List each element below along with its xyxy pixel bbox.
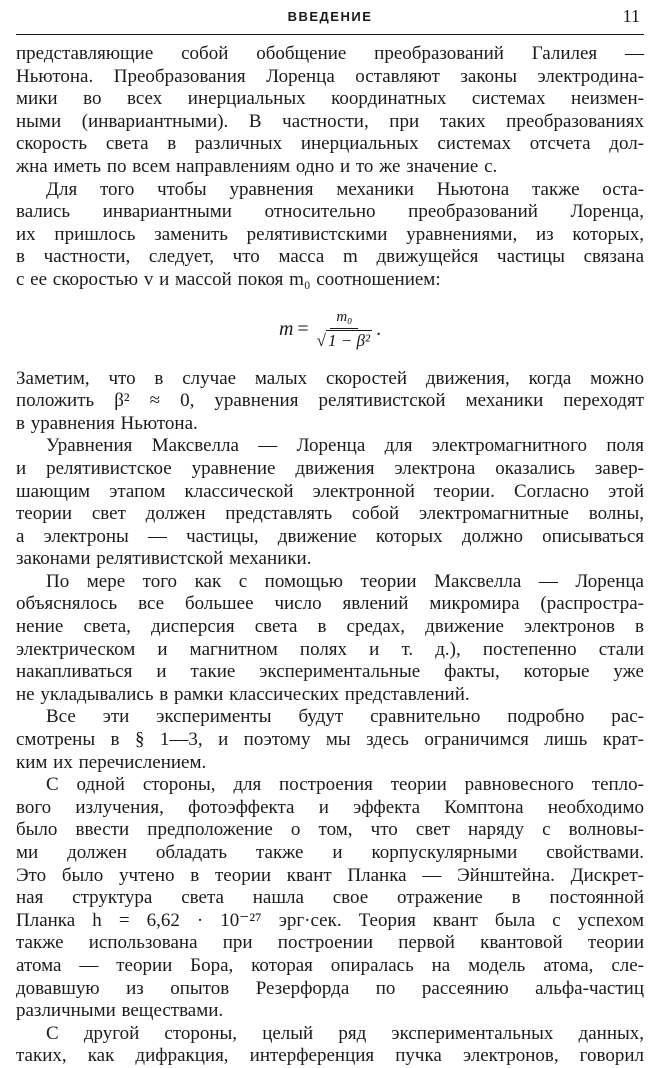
text-line: представляющие собой обобщение преобразований Галилея — <box>16 43 644 64</box>
text-line: мики во всех инерциальных координатных системах неизмен- <box>16 88 644 110</box>
text-line: Все эти эксперименты будут сравнительно подробно рас- <box>46 706 644 728</box>
page-header <box>16 0 644 35</box>
paragraph-7 <box>16 774 644 1023</box>
text-line: ными (инвариантными). В частности, при таких преобразованиях <box>16 110 644 132</box>
text-line: смотрены в § 1—3, и поэтому мы здесь ограничимся лишь крат- <box>16 729 644 751</box>
text-line: вались инвариантными относительно преобразований Лоренца, <box>16 201 644 223</box>
text-line: С одной стороны, для построения теории равновесного тепло- <box>46 774 644 796</box>
text-line: ми должен обладать также и корпускулярными свойствами. <box>16 842 644 863</box>
paragraph-4 <box>16 435 644 571</box>
text-line: а электроны — частицы, движение которых должно описываться <box>16 525 644 547</box>
sqrt-sign: √ <box>316 330 327 350</box>
text-line: теории свет должен представлять собой электромагнитные волны, <box>16 503 644 525</box>
text-line-last: ким их перечислением. <box>16 751 207 773</box>
formula-equals: = <box>297 318 309 341</box>
paragraph-5 <box>16 571 644 707</box>
text-line: Ньютона. Преобразования Лоренца оставляют законы электродина- <box>16 65 644 87</box>
text-line: их пришлось заменить релятивистскими уравнениями, из которых, <box>16 223 644 245</box>
text-line: довавшую из опытов Резерфорда по рассеянию альфа-частиц <box>16 977 644 999</box>
text-line: С другой стороны, целый ряд экспериментальных данных, <box>46 1022 644 1044</box>
text-line: накапливаться и такие экспериментальные факты, которые уже <box>16 661 644 683</box>
text-line-last: не укладывались в рамки классических представлений. <box>16 683 470 705</box>
text-line: скорость света в различных инерциальных системах отсчета дол- <box>16 133 644 155</box>
text-line-last: с ее скоростью v и массой покоя m₀ соотношением: <box>16 268 441 290</box>
formula-lhs: m <box>278 318 294 341</box>
page-number: 11 <box>622 6 640 26</box>
text-line: таких, как дифракция, интерференция пучка электронов, говорил <box>16 1045 644 1067</box>
running-head: ВВЕДЕНИЕ <box>287 9 373 24</box>
formula-denominator <box>317 329 372 351</box>
text-line: вого излучения, фотоэффекта и эффекта Комптона необходимо <box>16 796 644 818</box>
text-line: электрическом и магнитном полях и т. д.), постепенно стали <box>16 638 644 660</box>
mass-formula <box>16 292 644 368</box>
formula-radicand: 1 − β² <box>328 330 371 350</box>
text-line: ная структура света нашла свое отражение в постоянной <box>16 887 644 909</box>
body-text <box>16 43 644 1068</box>
text-line: Уравнения Максвелла — Лоренца для электромагнитного поля <box>46 435 644 457</box>
text-line: Планка h = 6,62 · 10⁻²⁷ эрг·сек. Теория квант была с успехом <box>16 909 644 931</box>
text-line: было ввести предположение о том, что свет наряду с волновы- <box>16 819 644 841</box>
text-line: в частности, следует, что масса m движущейся частицы связана <box>16 246 644 268</box>
text-line: объяснялось все большее число явлений микромира (распростра- <box>16 593 644 615</box>
text-line: также использована при построении первой квантовой теории <box>16 932 644 954</box>
paragraph-2 <box>16 179 644 292</box>
text-line-last: жна иметь по всем направлениям одно и то же значение c. <box>16 155 498 177</box>
text-line-last: различными веществами. <box>16 1000 224 1022</box>
paragraph-6 <box>16 706 644 774</box>
paragraph-1 <box>16 43 644 179</box>
paragraph-3 <box>16 368 644 436</box>
text-line: По мере того как с помощью теории Максвелла — Лоренца <box>46 570 644 592</box>
formula-numerator: m₀ <box>330 309 358 329</box>
formula-period: . <box>376 318 382 341</box>
text-line-last: в уравнения Ньютона. <box>16 412 198 434</box>
formula-fraction <box>317 309 372 351</box>
text-line: и релятивистское уравнение движения электрона оказались завер- <box>16 457 644 479</box>
text-line: Заметим, что в случае малых скоростей движения, когда можно <box>16 367 644 389</box>
text-line: нение света, дисперсия света в средах, движение электронов в <box>16 616 644 638</box>
text-line-last: законами релятивистской механики. <box>16 548 312 570</box>
text-line: Для того чтобы уравнения механики Ньютона также оста- <box>46 178 644 200</box>
paragraph-8 <box>16 1023 644 1068</box>
text-line: шающим этапом классической электронной теории. Согласно этой <box>16 480 644 502</box>
text-line: положить β² ≈ 0, уравнения релятивистской механики переходят <box>16 390 644 412</box>
text-line: атома — теории Бора, которая опиралась на модель атома, сле- <box>16 954 644 976</box>
text-line: Это было учтено в теории квант Планка — Эйнштейна. Дискрет- <box>16 864 644 886</box>
